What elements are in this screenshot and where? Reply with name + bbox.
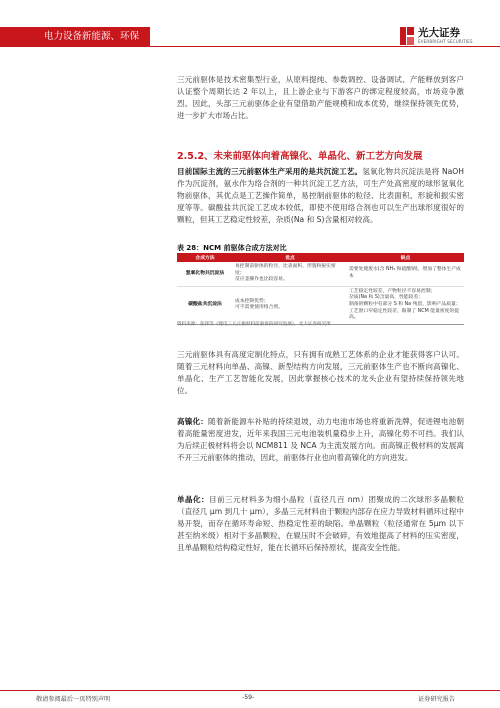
paragraph-coprecipitation [177,166,464,226]
table-source: 资料来源：张锋等《锂电三元正极材料前驱体的研究进展》，光大证券研究所 [177,322,331,327]
table-header-cell: 合成方法 [177,253,233,262]
logo-text: 光大证券 [418,27,460,39]
paragraph-body: 目前三元材料多为细小晶粒（直径几百 nm）团聚成的二次球形多晶颗粒（直径几 μm 到几十 μm），多晶三元材料由于颗粒内部存在应力导致材料循环过程中易开裂，而存在循环寿命短、热稳定性差的缺陷。单晶颗粒（粒径通常在 5μm 以下甚至纳米级）相对于多晶颗粒，在辊压时不会破碎，有效地提高了材料的压实密度，且单晶颗粒结构稳定性好，能在长循环后保持原状，提高安全性能。 [177,495,464,552]
comparison-table [177,253,464,325]
table-cell-cons: 工艺稳定性较差，产物粒径不容易控制； 杂质(Na 和 S)含量高、性能较差； 制备的颗粒中有部分 S 和 Na 残留，影响产品质量； 工艺窗口窄稳定性较差，限制了 NCM 能量密度的提高。 [347,286,464,324]
table-title: 表 28：NCM 前驱体合成方法对比 [177,244,287,252]
paragraph-body: 氢氧化物共沉淀法是将 NaOH 作为沉淀剂，氨水作为络合剂的一种共沉淀工艺方法，可生产处高密度的球形氢氧化物前驱体，其优点是工艺操作简单，易控制前驱体的粒径、比表面积、形貌和振实密度等等。碳酸盐共沉淀工艺成本较低，即使不使用络合剂也可以生产出球形度很好的颗粒，但其工艺稳定性较差，杂质(Na 和 S)含量相对较高。 [177,167,464,224]
table-header-cell: 优点 [233,253,347,262]
table-header-cell: 缺点 [347,253,464,262]
paragraph-body: 随着新能源车补贴的持续退坡，动力电池市场也将重新洗牌，促进锂电池朝着高能量密度进发，近年来我国三元电池装机量稳步上升，高镍化势不可挡。我们认为后续正极材料将会以 NCM811 及 NCA 为主流发展方向。而高镍正极材料的发展离不开三元前驱体的推动，因此，前驱体行业也向着高镍化的方向进发。 [177,417,464,462]
table-cell-pros: 易控制前驱体的粒径、比表面积、形貌和振实密度； 反应釜操作也比较容易。 [233,262,347,286]
logo-subtext: EVERBRIGHT SECURITIES [418,39,473,44]
section-heading: 2.5.2、未来前驱体向着高镍化、单晶化、新工艺方向发展 [177,151,423,162]
page-number: -59- [242,694,255,701]
paragraph-single-crystal [177,494,464,554]
paragraph-high-nickel [177,416,464,464]
table-row [177,286,464,324]
footer-disclaimer: 敬请参阅最后一页特别声明 [36,696,111,703]
footer-report-type: 证券研究报告 [418,696,456,703]
table-cell-pros: 成本控制优势； 可不需要使用络合剂。 [233,286,347,324]
logo-mark-icon [400,27,414,45]
paragraph-lead: 单晶化： [177,495,209,504]
table-cell-method: 碳酸盐共沉淀法 [177,286,233,324]
footer-divider [0,690,500,691]
paragraph-industry: 三元前驱体是技术密集型行业，从原料提纯、参数调控、设备调试、产能释放到客户认证整个周期长达 2 年以上，且上游企业与下游客户的绑定程度较高，市场竞争激烈。因此，头部三元前驱体企业有望借助产能规模和成本优势，继续保持领先优势，进一步扩大市场占比。 [177,75,464,120]
table-header-row [177,253,464,262]
section-label: 电力设备新能源、环保 [0,27,150,46]
table-cell-cons: 需要处理废水(含 NH₃ 和硫酸钠)，增加了整体生产成本 [347,262,464,286]
paragraph-lead: 高镍化： [177,417,209,426]
paragraph-customization: 三元前驱体具有高度定制化特点，只有拥有成熟工艺体系的企业才能获得客户认可。随着三元材料向单晶、高镍、新型结构方向发展，三元前驱体生产也不断向高镍化、单晶化、生产工艺智能化发展，因此掌握核心技术的龙头企业有望持续保持领先地位。 [177,350,464,395]
table-cell-method: 氢氧化物共沉淀法 [177,262,233,286]
paragraph-lead: 目前国际主流的三元前驱体生产采用的是共沉淀工艺。 [177,167,363,176]
table-row [177,262,464,286]
